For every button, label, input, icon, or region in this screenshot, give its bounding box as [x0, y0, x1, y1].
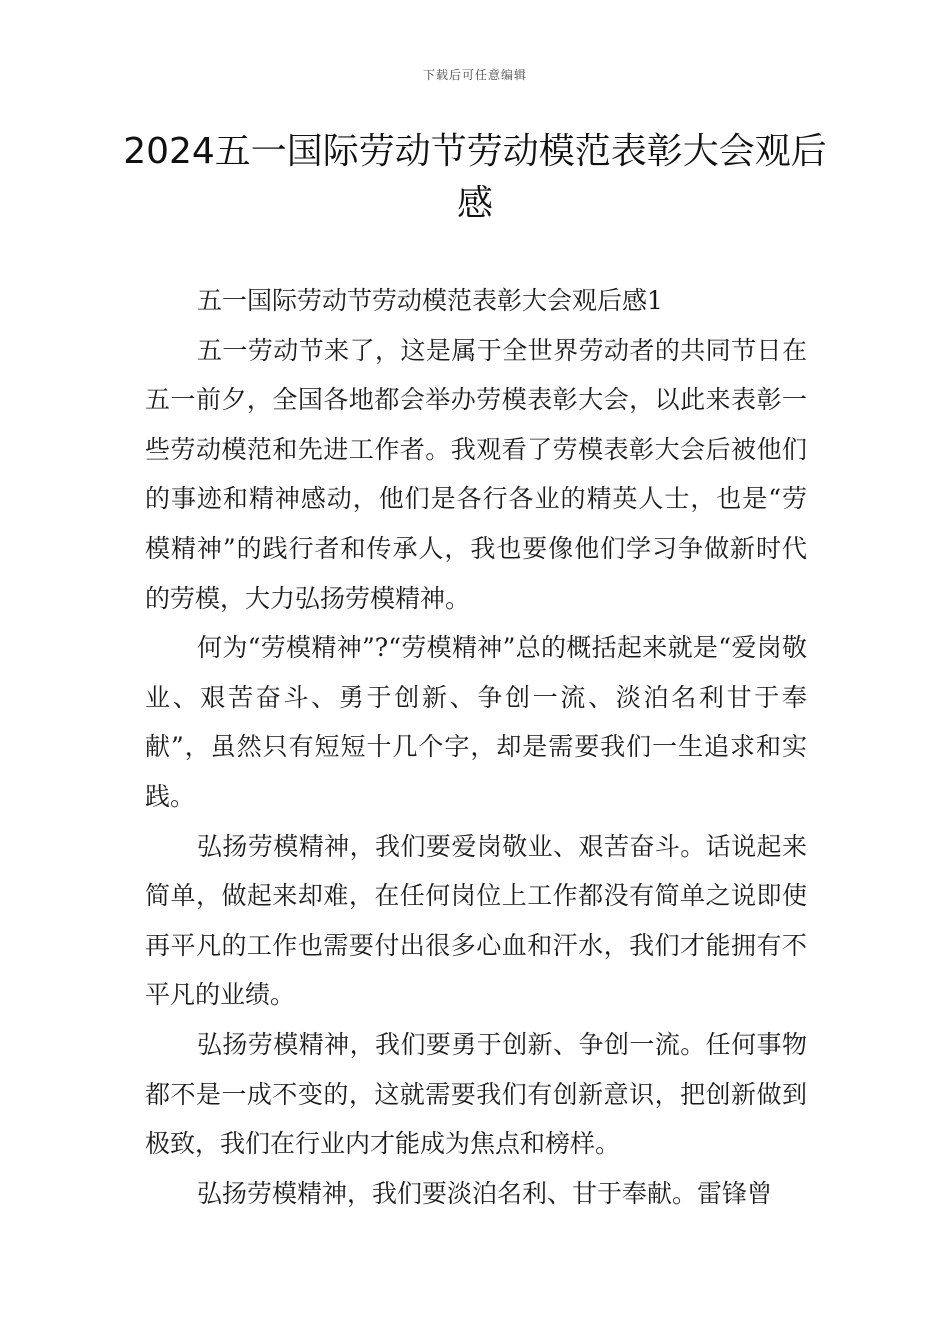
paragraph-subtitle: 五一国际劳动节劳动模范表彰大会观后感1	[197, 286, 663, 315]
paragraph: 弘扬劳模精神，我们要淡泊名利、甘于奉献。雷锋曾	[197, 1178, 773, 1208]
document-title: 2024五一国际劳动节劳动模范表彰大会观后感	[123, 131, 827, 224]
paragraph: 弘扬劳模精神，我们要勇于创新、争创一流。任何事物都不是一成不变的，这就需要我们有创新意识，把创新做到极致，我们在行业内才能成为焦点和榜样。	[145, 1029, 807, 1159]
paragraph: 弘扬劳模精神，我们要爱岗敬业、艰苦奋斗。话说起来简单，做起来却难，在任何岗位上工作都没有简单之说即使再平凡的工作也需要付出很多心血和汗水，我们才能拥有不平凡的业绩。	[145, 831, 807, 1010]
paragraph: 何为“劳模精神”?“劳模精神”总的概括起来就是“爱岗敬业、艰苦奋斗、勇于创新、争创一流、淡泊名利甘于奉献”，虽然只有短短十几个字，却是需要我们一生追求和实践。	[145, 633, 807, 811]
document-body	[145, 276, 807, 1218]
header-note: 下载后可任意编辑	[422, 68, 527, 82]
paragraph: 五一劳动节来了，这是属于全世界劳动者的共同节日在五一前夕，全国各地都会举办劳模表彰大会，以此来表彰一些劳动模范和先进工作者。我观看了劳模表彰大会后被他们的事迹和精神感动，他们是各行各业的精英人士，也是“劳模精神”的践行者和传承人，我也要像他们学习争做新时代的劳模，大力弘扬劳模精神。	[145, 335, 807, 613]
